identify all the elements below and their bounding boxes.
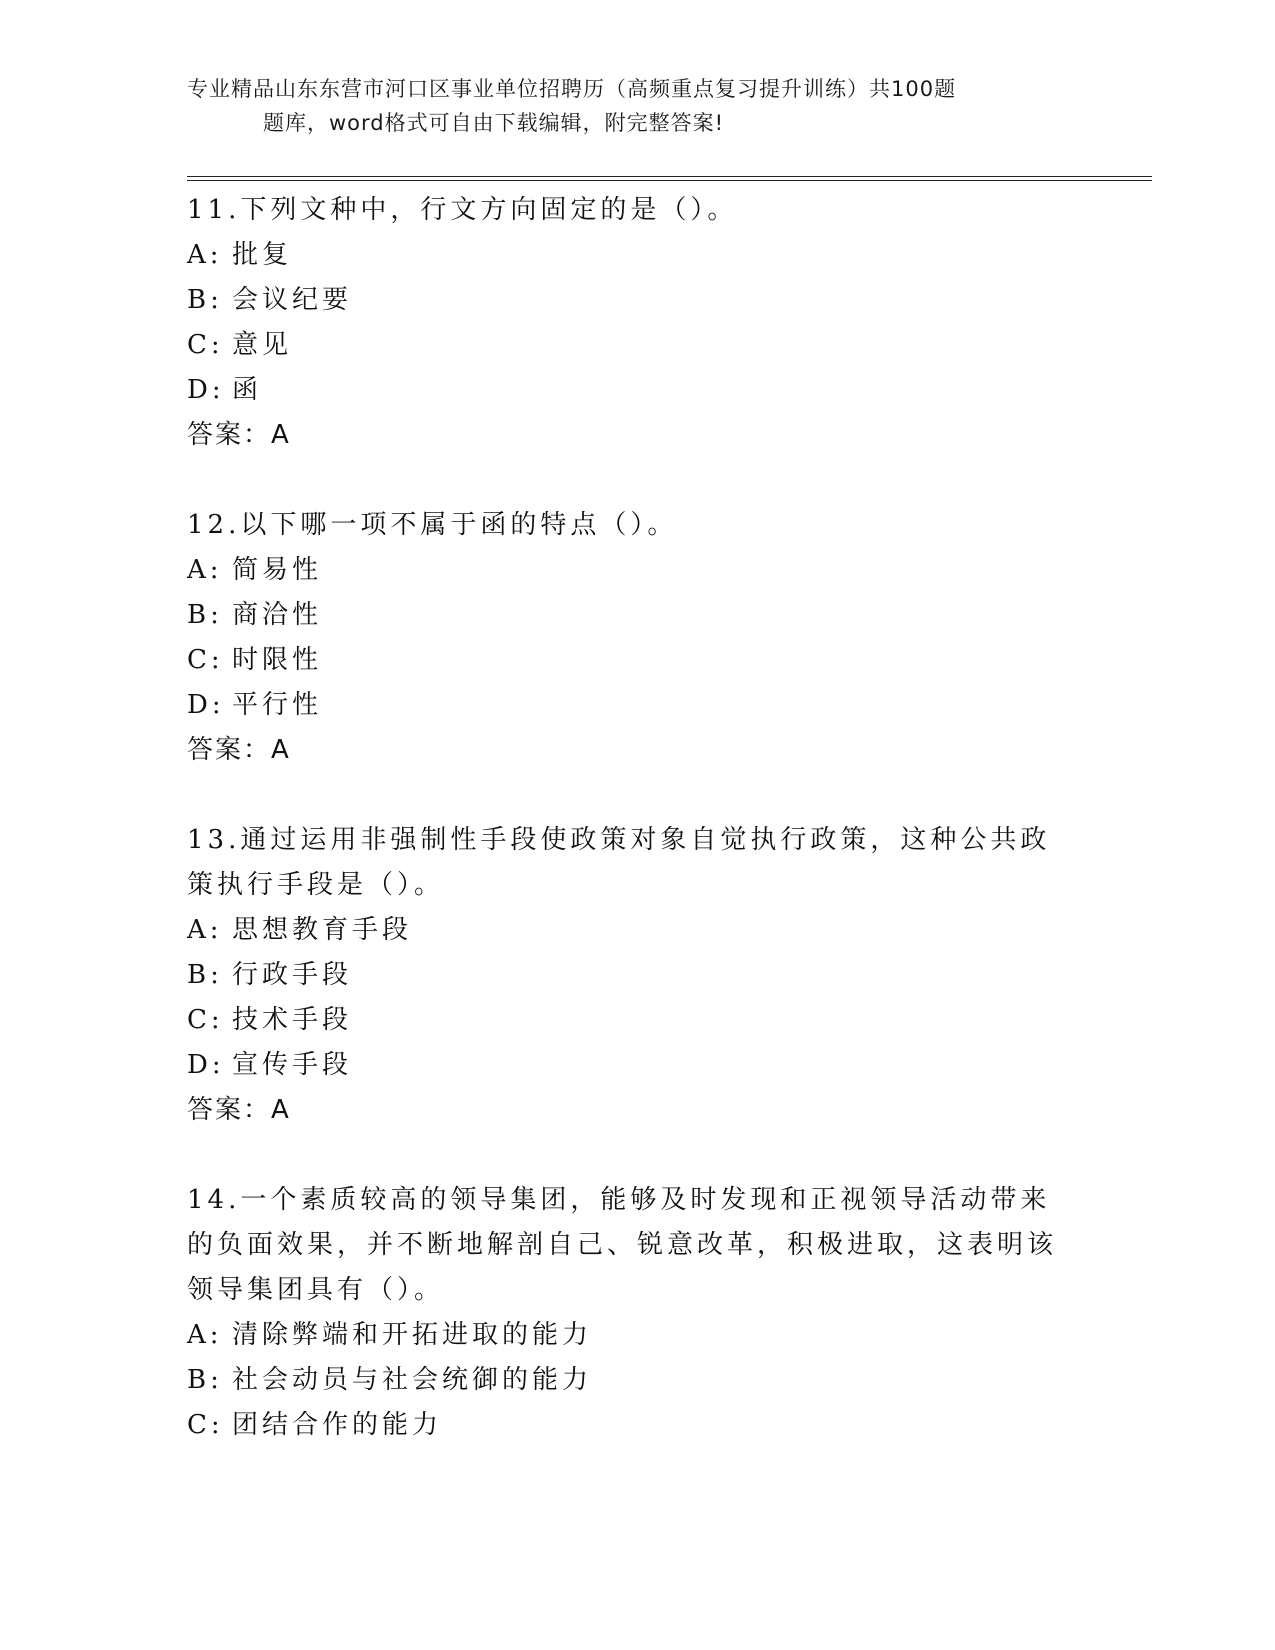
option-letter: B: [187,960,223,990]
option-b [187,278,1067,323]
question-14 [187,1178,1067,1448]
option-text: 宣传手段 [232,1050,353,1080]
option-letter: A: [187,240,223,270]
answer-label: 答案：A [187,1095,291,1125]
option-letter: A: [187,555,223,585]
option-text: 时限性 [232,645,323,675]
option-c [187,998,1067,1043]
option-letter: B: [187,600,223,630]
option-letter: D: [187,375,225,405]
option-c [187,1403,1067,1448]
header-title-line2: 题库，word格式可自由下载编辑，附完整答案! [263,111,725,135]
question-12 [187,503,1067,773]
option-letter: B: [187,1365,223,1395]
option-letter: C: [187,1410,224,1440]
option-a [187,233,1067,278]
header-title-line1: 专业精品山东东营市河口区事业单位招聘历（高频重点复习提升训练）共100题 [187,77,957,101]
option-a [187,548,1067,593]
question-13 [187,818,1067,1133]
option-text: 意见 [232,330,293,360]
option-text: 清除弊端和开拓进取的能力 [232,1320,593,1350]
page-header [187,72,1067,140]
option-text: 社会动员与社会统御的能力 [232,1365,593,1395]
option-text: 函 [232,375,263,405]
option-letter: B: [187,285,223,315]
option-c [187,638,1067,683]
option-text: 团结合作的能力 [232,1410,443,1440]
option-c [187,323,1067,368]
answer-label: 答案：A [187,735,291,765]
option-text: 商洽性 [232,600,323,630]
question-text: 12.以下哪一项不属于函的特点（）。 [187,510,678,540]
question-text: 11.下列文种中，行文方向固定的是（）。 [187,195,738,225]
option-b [187,953,1067,998]
question-11 [187,188,1067,458]
option-letter: C: [187,330,224,360]
option-b [187,1358,1067,1403]
option-b [187,593,1067,638]
option-letter: D: [187,1050,225,1080]
option-letter: C: [187,645,224,675]
header-divider [187,176,1152,181]
question-text: 13.通过运用非强制性手段使政策对象自觉执行政策，这种公共政策执行手段是（）。 [187,825,1051,900]
option-text: 技术手段 [232,1005,353,1035]
answer-label: 答案：A [187,420,291,450]
option-text: 平行性 [232,690,323,720]
option-d [187,368,1067,413]
option-text: 思想教育手段 [232,915,413,945]
option-letter: A: [187,1320,223,1350]
option-d [187,683,1067,728]
question-list [187,188,1067,1448]
option-a [187,1313,1067,1358]
option-text: 简易性 [232,555,323,585]
option-letter: A: [187,915,223,945]
option-letter: D: [187,690,225,720]
question-text: 14.一个素质较高的领导集团，能够及时发现和正视领导活动带来的负面效果，并不断地解剖自己、锐意改革，积极进取，这表明该领导集团具有（）。 [187,1185,1058,1305]
option-text: 批复 [232,240,293,270]
option-d [187,1043,1067,1088]
option-text: 会议纪要 [232,285,353,315]
option-text: 行政手段 [232,960,353,990]
option-a [187,908,1067,953]
option-letter: C: [187,1005,224,1035]
